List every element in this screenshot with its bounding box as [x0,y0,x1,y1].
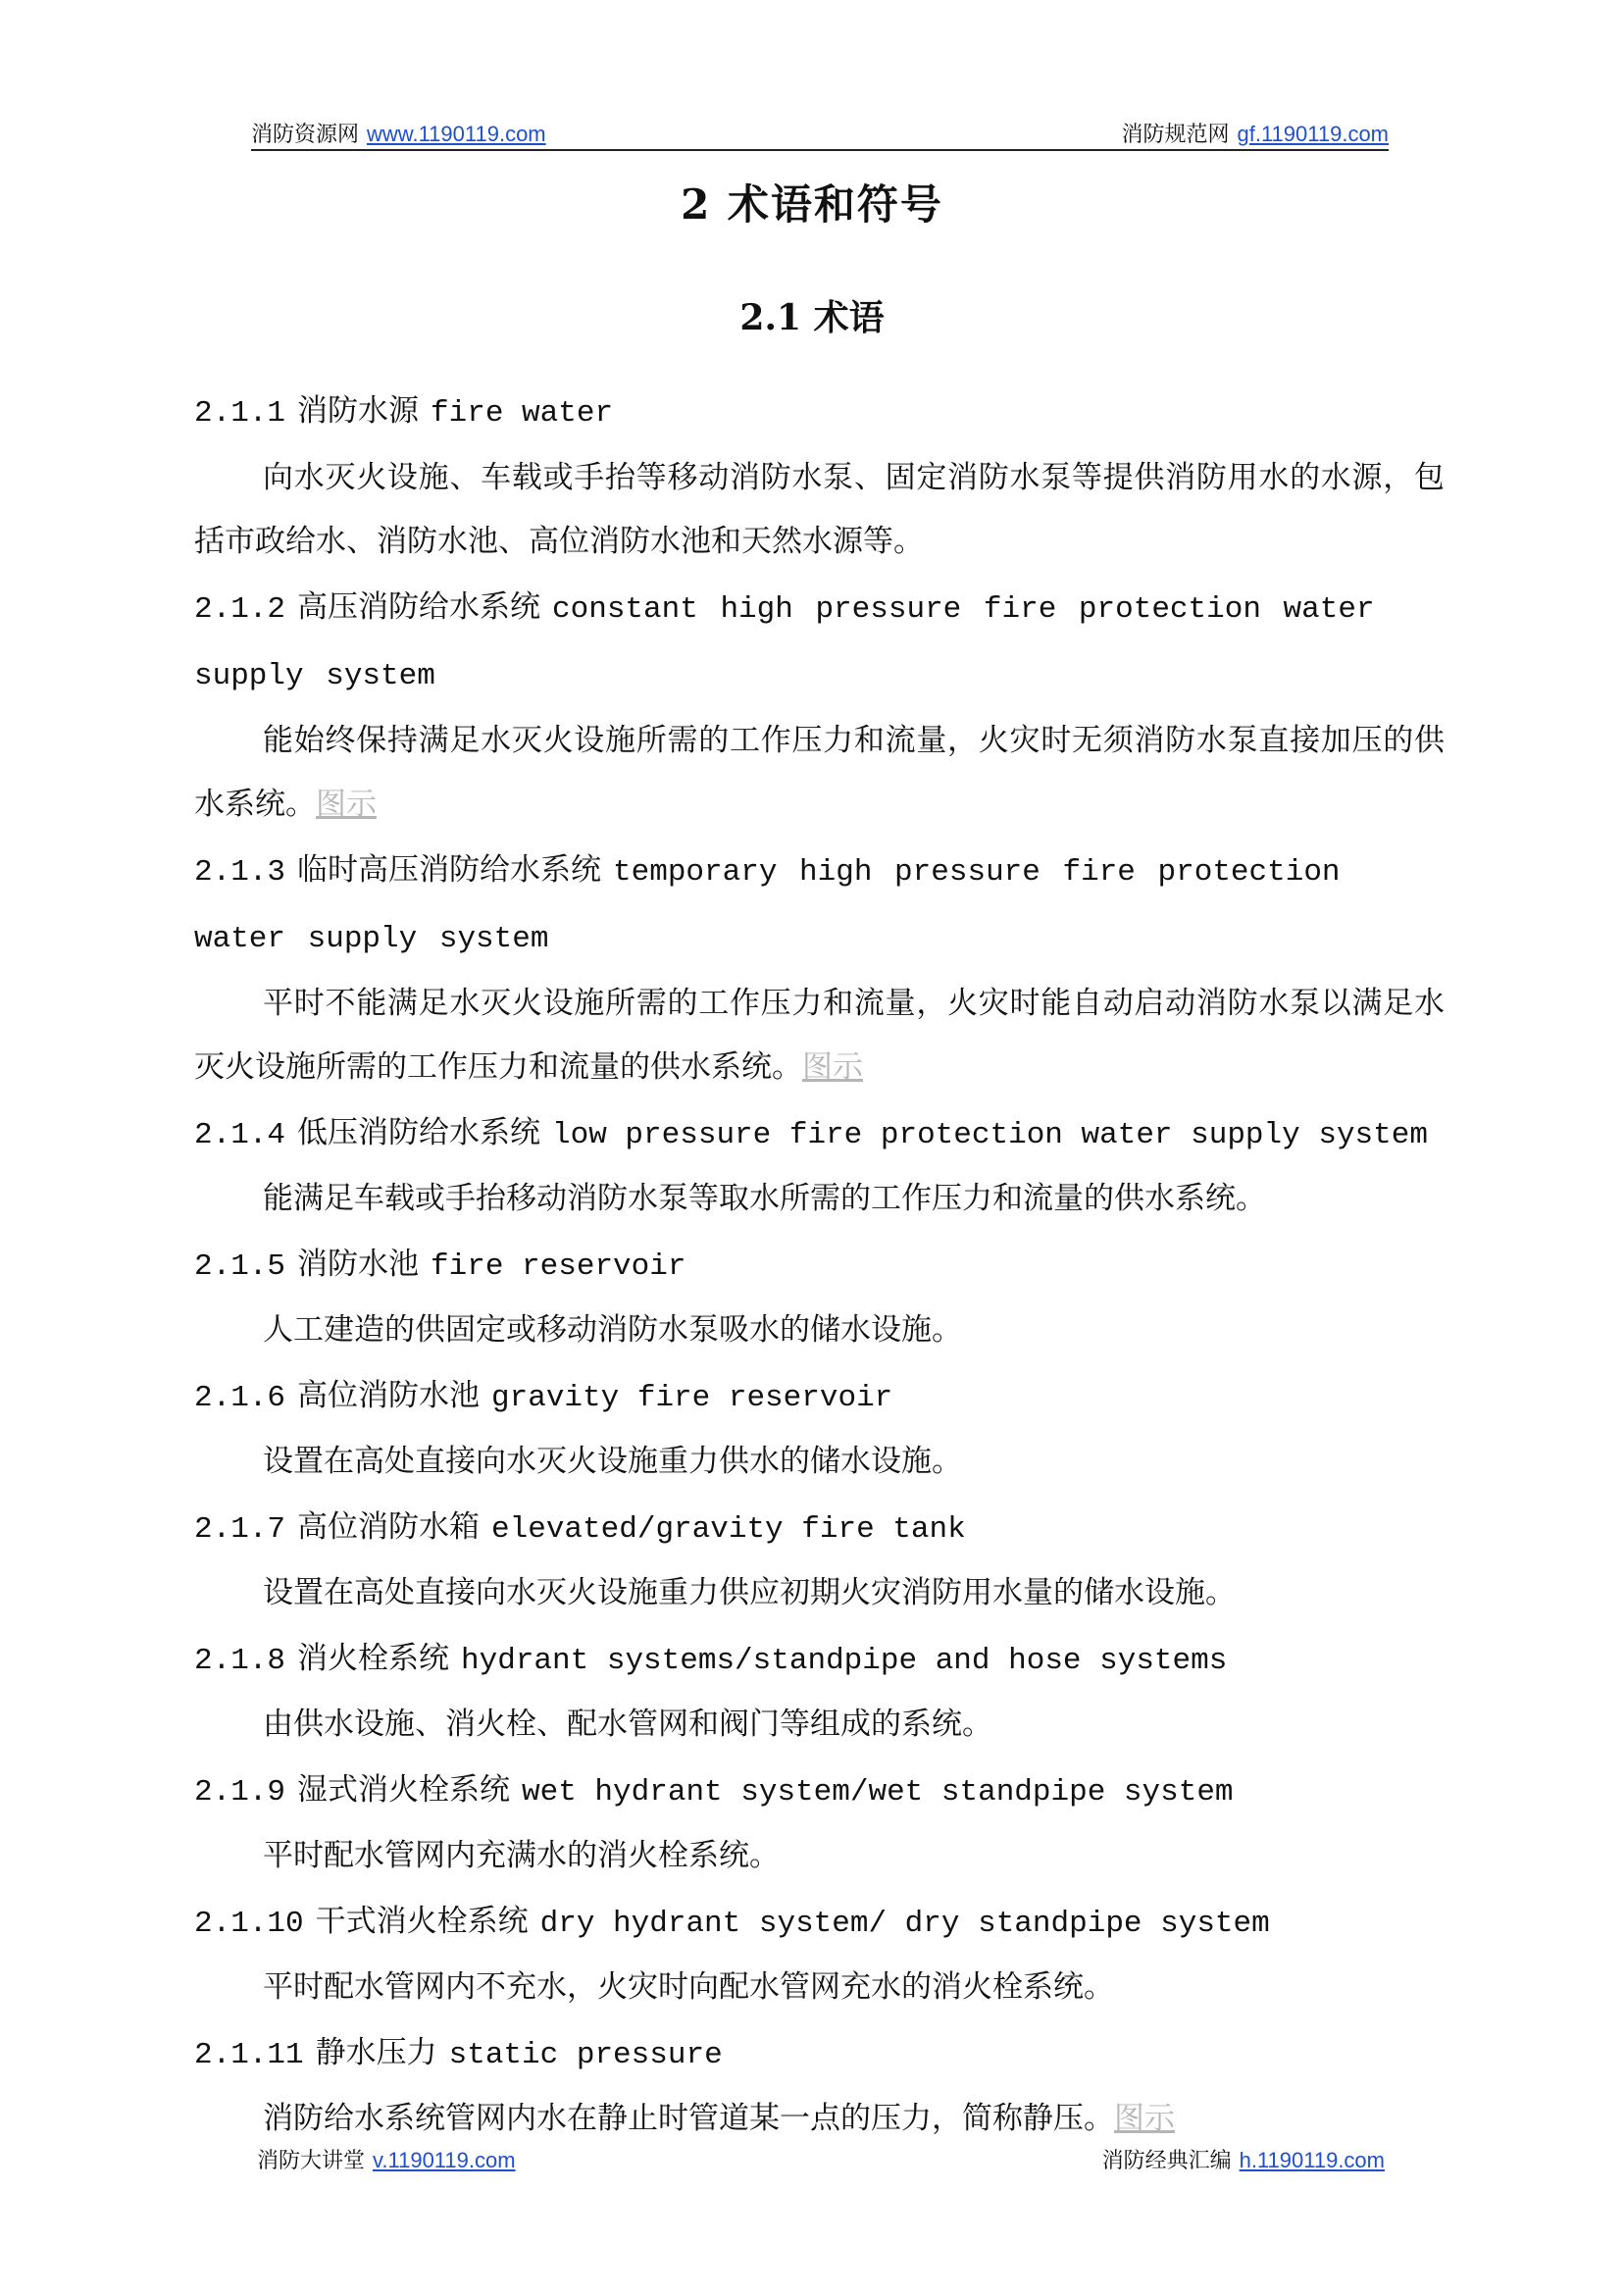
term-number: 2.1.2 [194,591,286,627]
header-right-link[interactable]: gf.1190119.com [1237,122,1389,146]
term-number: 2.1.5 [194,1249,286,1284]
term-definition-text: 能始终保持满足水灭火设施所需的工作压力和流量，火灾时无须消防水泵直接加压的供水系统。 [194,722,1445,822]
header-right [1121,118,1389,148]
term-number: 2.1.8 [194,1643,286,1678]
term-definition [194,1693,1445,1758]
terms-content [194,379,1445,2152]
term-definition [194,1956,1445,2020]
term-heading [194,838,1445,972]
footer-left-site-name: 消防大讲堂 [257,2149,366,2173]
term-definition [194,972,1445,1100]
term-definition [194,1299,1445,1363]
term-number: 2.1.9 [194,1774,286,1810]
term-heading [194,575,1445,709]
term-heading [194,1758,1445,1825]
page-footer [257,2144,1385,2173]
figure-link[interactable]: 图示 [802,1049,863,1085]
term-number: 2.1.1 [194,396,286,431]
header-left [251,118,546,148]
figure-link[interactable]: 图示 [316,787,377,822]
term-number: 2.1.6 [194,1380,286,1415]
term-chinese: 高压消防给水系统 [297,588,541,625]
term-definition [194,709,1445,838]
term-english: fire reservoir [431,1249,686,1284]
term-definition [194,1824,1445,1889]
term-number: 2.1.11 [194,2037,304,2072]
term-english: low pressure fire protection water supply system [552,1117,1428,1152]
term-english: hydrant systems/standpipe and hose systems [461,1643,1228,1678]
chapter-title: 2 术语和符号 [681,180,943,229]
term-number: 2.1.4 [194,1117,286,1152]
term-number: 2.1.3 [194,854,286,890]
term-definition-text: 平时不能满足水灭火设施所需的工作压力和流量，火灾时能自动启动消防水泵以满足水灭火设施所需的工作压力和流量的供水系统。 [194,985,1445,1085]
term-chinese: 静水压力 [315,2034,437,2070]
term-chinese: 低压消防给水系统 [297,1114,541,1150]
header-right-site-name: 消防规范网 [1121,123,1230,147]
term-chinese: 消防水池 [297,1246,420,1282]
term-definition [194,1430,1445,1495]
term-heading [194,1232,1445,1300]
term-heading [194,1889,1445,1957]
term-heading [194,379,1445,446]
term-number: 2.1.10 [194,1906,304,1941]
header-left-link[interactable]: www.1190119.com [367,122,546,146]
term-heading [194,1626,1445,1694]
figure-link[interactable]: 图示 [1114,2101,1175,2136]
term-chinese: 高位消防水箱 [297,1508,481,1545]
footer-left-link[interactable]: v.1190119.com [373,2148,516,2172]
term-heading [194,1100,1445,1168]
term-definition [194,1167,1445,1232]
footer-right-site-name: 消防经典汇编 [1101,2149,1232,2173]
term-definition-text: 人工建造的供固定或移动消防水泵吸水的储水设施。 [263,1312,962,1348]
footer-left [257,2144,516,2174]
term-chinese: 消火栓系统 [297,1640,450,1676]
header-left-site-name: 消防资源网 [251,123,360,147]
term-english: wet hydrant system/wet standpipe system [522,1774,1234,1810]
term-definition [194,2087,1445,2152]
term-english: static pressure [448,2037,723,2072]
term-chinese: 湿式消火栓系统 [297,1771,511,1808]
footer-right-link[interactable]: h.1190119.com [1239,2148,1385,2172]
term-heading [194,2020,1445,2088]
term-english: fire water [431,396,614,431]
term-english: elevated/gravity fire tank [491,1511,966,1547]
term-heading [194,1363,1445,1431]
term-english: constant high pressure fire protection water supply system [194,591,1375,693]
term-chinese: 干式消火栓系统 [315,1903,529,1939]
term-english: temporary high pressure fire protection water supply system [194,854,1341,956]
footer-right [1102,2144,1385,2174]
term-english: gravity fire reservoir [491,1380,893,1415]
term-english: dry hydrant system/ dry standpipe system [539,1906,1270,1941]
term-definition-text: 向水灭火设施、车载或手抬等移动消防水泵、固定消防水泵等提供消防用水的水源，包括市政给水、消防水池、高位消防水池和天然水源等。 [194,459,1445,559]
term-definition-text: 设置在高处直接向水灭火设施重力供水的储水设施。 [263,1444,962,1479]
term-number: 2.1.7 [194,1511,286,1547]
term-chinese: 临时高压消防给水系统 [297,851,602,888]
term-heading [194,1495,1445,1562]
term-definition-text: 由供水设施、消火栓、配水管网和阀门等组成的系统。 [263,1707,992,1742]
term-definition-text: 平时配水管网内充满水的消火栓系统。 [263,1838,780,1873]
term-definition-text: 设置在高处直接向水灭火设施重力供应初期火灾消防用水量的储水设施。 [263,1575,1236,1610]
page-header [251,118,1389,151]
section-title: 2.1 术语 [739,297,885,338]
term-definition-text: 消防给水系统管网内水在静止时管道某一点的压力，简称静压。 [263,2101,1114,2136]
term-chinese: 消防水源 [297,393,420,429]
term-definition [194,446,1445,575]
term-definition-text: 能满足车载或手抬移动消防水泵等取水所需的工作压力和流量的供水系统。 [263,1181,1266,1216]
term-chinese: 高位消防水池 [297,1377,481,1413]
term-definition-text: 平时配水管网内不充水，火灾时向配水管网充水的消火栓系统。 [263,1969,1114,2005]
term-definition [194,1561,1445,1626]
